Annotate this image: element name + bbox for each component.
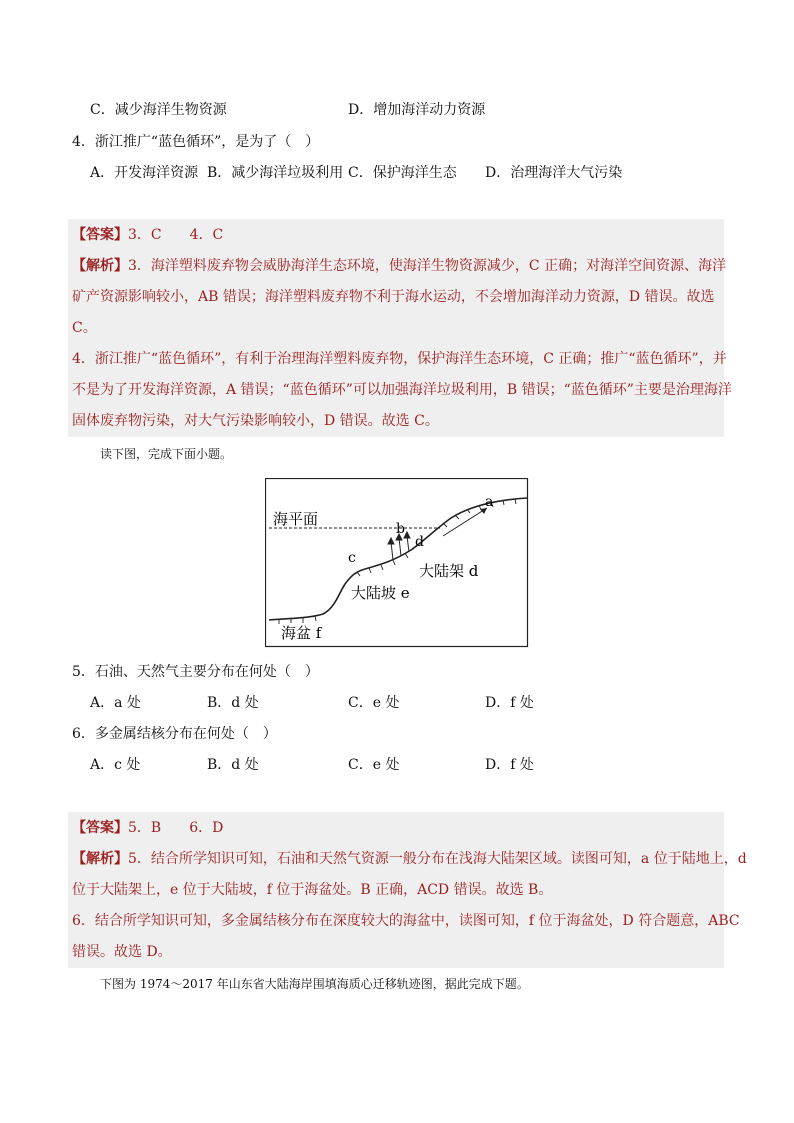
analysis-2-row-0 — [72, 849, 747, 869]
q6-option-d: D．f 处 — [485, 757, 534, 773]
analysis-tag: 【解析】 — [72, 851, 128, 867]
q3-option-c: C．减少海洋生物资源 — [90, 102, 227, 118]
analysis-2-line-1: 位于大陆架上，e 位于大陆坡，f 位于海盆处。B 正确，ACD 错误。故选 B。 — [72, 882, 553, 898]
analysis-1-line-5: 固体废弃物污染，对大气污染影响较小，D 错误。故选 C。 — [72, 413, 439, 429]
answer-2-text: 5．B 6．D — [128, 820, 224, 836]
q6-option-c: C．e 处 — [348, 757, 400, 773]
answer-tag: 【答案】 — [72, 227, 128, 243]
q4-option-d: D．治理海洋大气污染 — [485, 165, 623, 181]
analysis-2-line-3: 错误。故选 D。 — [72, 944, 172, 960]
q6-option-a: A．c 处 — [90, 757, 141, 773]
q3-option-d: D．增加海洋动力资源 — [348, 102, 486, 118]
label-c: c — [348, 550, 356, 566]
q6-option-b: B．d 处 — [207, 757, 259, 773]
q6-stem: 6．多金属结核分布在何处（ ） — [72, 726, 277, 742]
q5-option-c: C．e 处 — [348, 695, 400, 711]
q4-option-c: C．保护海洋生态 — [348, 165, 457, 181]
label-continental-slope: 大陆坡 e — [351, 584, 410, 602]
analysis-1-line-4: 不是为了开发海洋资源，A 错误；“蓝色循环”可以加强海洋垃圾利用，B 错误；“蓝色循环”主要是治理海洋 — [72, 382, 732, 398]
label-ocean-basin: 海盆 f — [281, 624, 322, 642]
analysis-1-line-2: C。 — [72, 320, 97, 336]
analysis-tag: 【解析】 — [72, 258, 128, 274]
q5-option-a: A．a 处 — [90, 695, 141, 711]
q4-stem: 4．浙江推广“蓝色循环”，是为了（ ） — [72, 134, 320, 150]
intro-1: 读下图，完成下面小题。 — [100, 447, 233, 461]
q5-option-b: B．d 处 — [207, 695, 259, 711]
answer-tag: 【答案】 — [72, 820, 128, 836]
answer-2-row — [72, 818, 223, 838]
label-b: b — [396, 521, 405, 537]
analysis-1-line-0: 3．海洋塑料废弃物会威胁海洋生态环境，使海洋生物资源减少，C 正确；对海洋空间资源、海洋 — [128, 258, 727, 274]
answer-box-1 — [68, 219, 732, 437]
answer-box-2 — [68, 812, 747, 968]
intro-2: 下图为 1974～2017 年山东省大陆海岸围填海质心迁移轨迹图，据此完成下题。 — [100, 977, 529, 991]
q5-stem: 5．石油、天然气主要分布在何处（ ） — [72, 664, 319, 680]
answer-1-row — [72, 225, 223, 245]
analysis-2-line-2: 6．结合所学知识可知，多金属结核分布在深度较大的海盆中，读图可知，f 位于海盆处，D 符合题意，ABC — [72, 913, 740, 929]
q4-option-b: B．减少海洋垃圾利用 — [207, 165, 344, 181]
analysis-1-line-3: 4．浙江推广“蓝色循环”，有利于治理海洋塑料废弃物，保护海洋生态环境，C 正确；推广“蓝色循环”，并 — [72, 351, 727, 367]
label-d: d — [415, 534, 424, 550]
analysis-1-row-0 — [72, 256, 726, 276]
answer-1-text: 3．C 4．C — [128, 227, 224, 243]
label-continental-shelf: 大陆架 d — [419, 562, 479, 580]
q4-option-a: A．开发海洋资源 — [90, 165, 199, 181]
analysis-1-line-1: 矿产资源影响较小，AB 错误；海洋塑料废弃物不利于海水运动，不会增加海洋动力资源，D 错误。故选 — [72, 289, 715, 305]
q5-option-d: D．f 处 — [485, 695, 534, 711]
seabed-profile-diagram — [265, 478, 529, 648]
analysis-2-line-0: 5．结合所学知识可知，石油和天然气资源一般分布在浅海大陆架区域。读图可知，a 位于陆地上，d — [128, 851, 747, 867]
label-a: a — [485, 494, 494, 510]
label-sea-level: 海平面 — [273, 510, 319, 528]
